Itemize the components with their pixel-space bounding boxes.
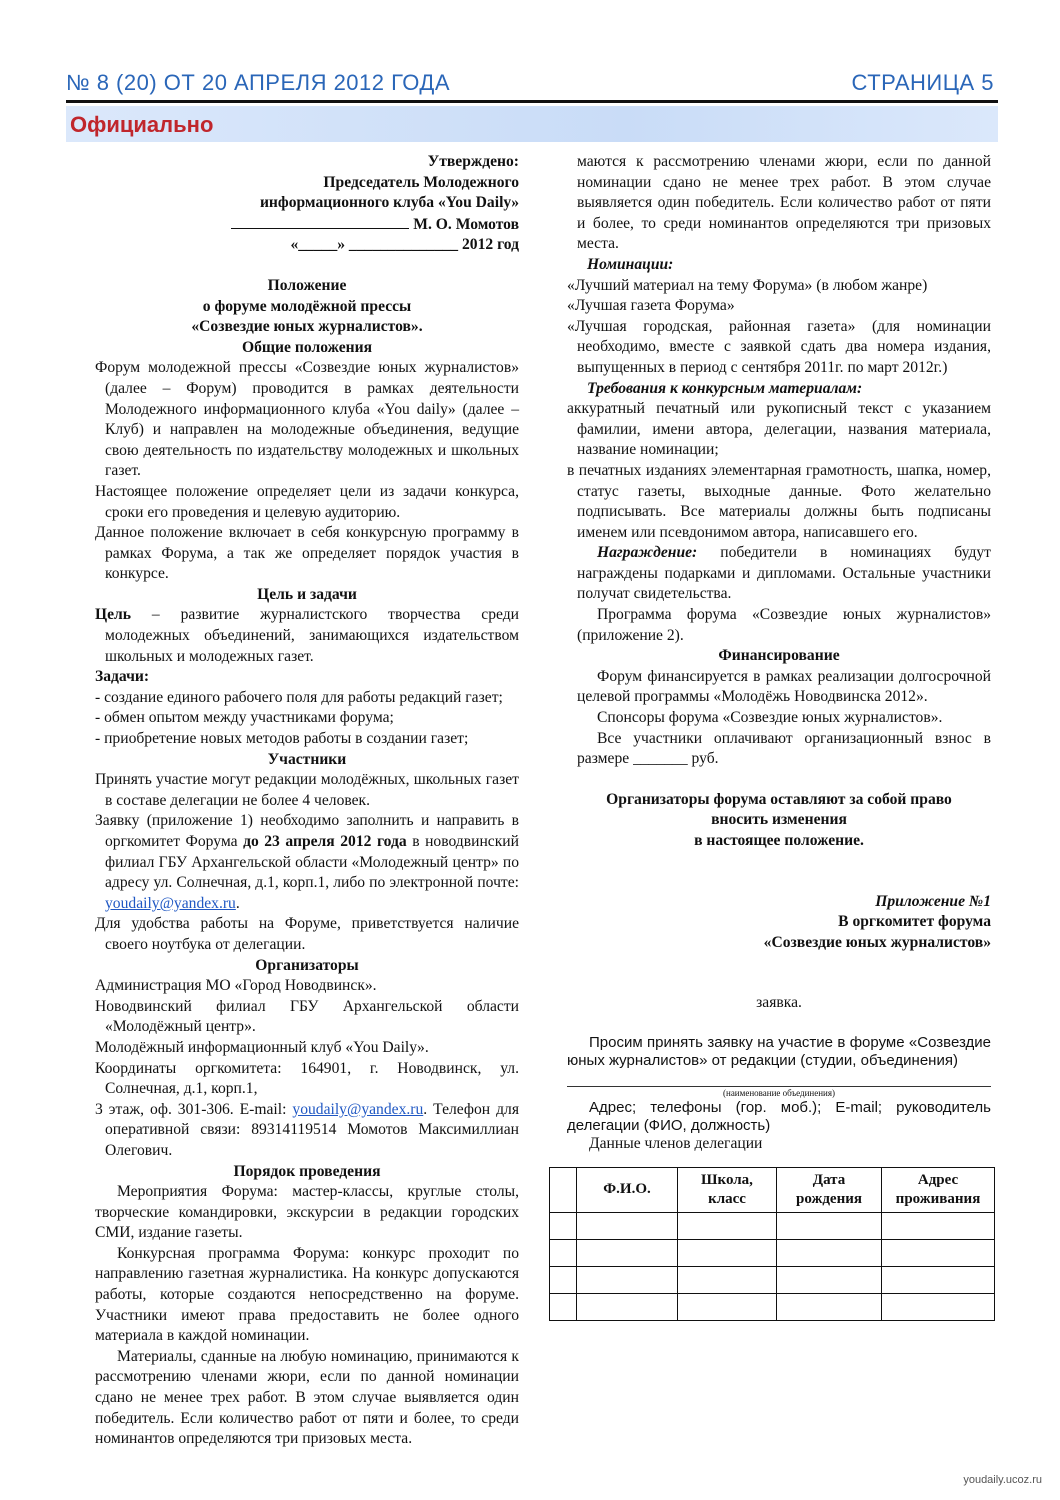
section-title: Официально — [70, 112, 214, 137]
table-cell[interactable] — [777, 1266, 882, 1293]
table-cell[interactable] — [577, 1212, 678, 1239]
appendix-to: В оргкомитет форума — [838, 913, 991, 931]
table-cell[interactable] — [678, 1239, 777, 1266]
approval-date: «_____» ______________ 2012 год — [290, 236, 519, 254]
table-header-cell: Школа, класс — [678, 1167, 777, 1212]
table-cell[interactable] — [550, 1239, 577, 1266]
paragraph: Данное положение включает в себя конкурсную программу в рамках Форума, а так же определяет порядок участия в конкурсе. — [95, 524, 519, 583]
application-members: Данные членов делегации — [589, 1134, 763, 1152]
table-cell[interactable] — [777, 1212, 882, 1239]
goal-paragraph — [95, 605, 519, 667]
table-cell[interactable] — [550, 1293, 577, 1320]
issue-info: № 8 (20) ОТ 20 АПРЕЛЯ 2012 ГОДА — [66, 70, 450, 95]
approval-line: Председатель Молодежного — [323, 173, 519, 191]
section-heading: Общие положения — [241, 338, 373, 356]
table-row — [550, 1266, 995, 1293]
section-heading: Цель и задачи — [257, 585, 357, 603]
approval-line: информационного клуба «You Daily» — [259, 194, 519, 212]
deadline: до 23 апреля 2012 года — [243, 833, 407, 850]
application-paragraph — [95, 811, 519, 914]
table-cell[interactable] — [550, 1266, 577, 1293]
approver-name: М. О. Момотов — [413, 215, 519, 233]
nominations-label: Номинации: — [587, 255, 674, 273]
delegation-table — [549, 1167, 995, 1321]
table-cell[interactable] — [882, 1293, 995, 1320]
organizer-item: Координаты оргкомитета: 164901, г. Новодвинск, ул. Солнечная, д.1, корп.1, — [95, 1059, 519, 1098]
goal-text: – развитие журналистского творчества среди молодежных объединений, занимающихся издательством школьных и молодежных газет. — [105, 606, 519, 665]
organizer-item: Новодвинский филиал ГБУ Архангельской области «Молодёжный центр». — [95, 997, 519, 1036]
approval-signature — [95, 214, 519, 236]
table-cell[interactable] — [678, 1212, 777, 1239]
requirement-item: аккуратный печатный или рукописный текст с указанием фамилии, имени автора, делегации, названия материала, название номинации; — [567, 400, 991, 459]
spacer — [567, 852, 991, 892]
table-header-cell: Дата рождения — [777, 1167, 882, 1212]
table-cell[interactable] — [777, 1239, 882, 1266]
approval-line: Утверждено: — [427, 153, 519, 170]
table-cell[interactable] — [550, 1212, 577, 1239]
spacer — [567, 770, 991, 790]
text: . Телефон для оперативной связи: 89314119514 Момотов Максимиллиан Олегович. — [105, 1100, 519, 1159]
table-row — [550, 1293, 995, 1320]
table-cell[interactable] — [577, 1293, 678, 1320]
table-row — [550, 1212, 995, 1239]
table-row — [550, 1239, 995, 1266]
organizer-item: Молодёжный информационный клуб «You Daily». — [95, 1038, 429, 1056]
application-word: заявка. — [756, 994, 802, 1012]
text: . — [235, 894, 240, 912]
spacer — [567, 953, 991, 993]
organizer-contacts — [95, 1100, 519, 1162]
organizers-note: в настоящее положение. — [694, 832, 864, 849]
task-item: - обмен опытом между участниками форума; — [95, 709, 394, 727]
paragraph: Для удобства работы на Форуме, приветствуется наличие своего ноутбука от делегации. — [95, 915, 519, 953]
paragraph: Программа форума «Созвездие юных журналистов» (приложение 2). — [577, 606, 991, 644]
header-rule — [66, 100, 998, 103]
paragraph: Форум финансируется в рамках реализации долгосрочной целевой программы «Молодёжь Новодвинска 2012». — [577, 667, 991, 706]
table-cell[interactable] — [882, 1266, 995, 1293]
email-link[interactable]: youdaily@yandex.ru — [105, 894, 236, 912]
spacer — [95, 256, 519, 276]
section-heading: Финансирование — [718, 647, 840, 665]
signature-line — [231, 214, 409, 229]
table-header-cell: Ф.И.О. — [577, 1167, 678, 1212]
text: в новодвинский филиал ГБУ Архангельской области «Молодежный центр» по адресу ул. Солнечная, д.1, корп.1, либо по электронной почте: — [105, 833, 519, 892]
page-number: СТРАНИЦА 5 — [851, 70, 994, 95]
nomination-item: «Лучшая городская, районная газета» (для номинации необходимо, вместе с заявкой сдать два номера издания, выпущенных в период с сентября 2011г. по март 2012г.) — [567, 317, 991, 376]
text: 3 этаж, оф. 301-306. E-mail: — [95, 1100, 293, 1118]
task-item: - создание единого рабочего поля для работы редакций газет; — [95, 688, 503, 706]
form-line — [567, 1076, 991, 1087]
spacer — [567, 1014, 991, 1034]
nomination-item: «Лучшая газета Форума» — [567, 297, 735, 315]
organizer-item: Администрация МО «Город Новодвинск». — [95, 977, 377, 995]
nomination-item: «Лучший материал на тему Форума» (в любом жанре) — [567, 276, 928, 294]
page-header — [66, 70, 998, 100]
table-header-cell: Адрес проживания — [882, 1167, 995, 1212]
section-heading: Организаторы — [255, 956, 359, 974]
table-header-cell — [550, 1167, 577, 1212]
footer-url: youdaily.ucoz.ru — [963, 1474, 1042, 1486]
application-request: Просим принять заявку на участие в форуме «Созвездие юных журналистов» от редакции (студии, объединения) — [567, 1033, 991, 1069]
appendix-to: «Созвездие юных журналистов» — [763, 933, 991, 951]
awards-paragraph — [567, 543, 991, 605]
section-heading: Участники — [267, 750, 347, 768]
paragraph: Материалы, сданные на любую номинацию, принимаются к рассмотрению членами жюри, если по данной номинации сдано не менее трех работ. В этом случае выявляется один победитель. Если количество работ от пяти и более, то среди номинантов определяются три призовых места. — [95, 1347, 519, 1448]
paragraph: Мероприятия Форума: мастер-классы, круглые столы, творческие командировки, экскурсии в редакции городских СМИ, издание газеты. — [95, 1183, 519, 1242]
requirement-item: в печатных изданиях элементарная грамотность, шапка, номер, статус газеты, выходные данные. Фото желательно подписывать. Все материалы должны быть подписаны именем или псевдонимом автора, написавшего его. — [567, 461, 991, 541]
section-bar — [66, 106, 998, 142]
awards-text: победители в номинациях будут награждены подарками и дипломами. Остальные участники получат свидетельства. — [577, 544, 991, 603]
section-heading: Порядок проведения — [233, 1162, 381, 1180]
application-address: Адрес; телефоны (гор. моб.); E-mail; руководитель делегации (ФИО, должность) — [567, 1098, 991, 1134]
paragraph: Форум молодежной прессы «Созвездие юных журналистов» (далее – Форум) проводится в рамках деятельности Молодежного информационного клуба «You daily» (далее – Клуб) и направлен на молодежные объединения, ведущие свою деятельность по издательству молодежных и школьных газет. — [95, 359, 519, 480]
text: Заявку (приложение 1) необходимо заполнить и направить в оргкомитет Форума — [95, 812, 519, 850]
paragraph: Настоящее положение определяет цели из задачи конкурса, сроки его проведения и целевую аудиторию. — [95, 482, 519, 521]
table-cell[interactable] — [577, 1239, 678, 1266]
table-cell[interactable] — [678, 1266, 777, 1293]
task-item: - приобретение новых методов работы в создании газет; — [95, 730, 469, 748]
table-cell[interactable] — [882, 1212, 995, 1239]
right-column — [567, 152, 991, 1321]
paragraph: Все участники оплачивают организационный взнос в размере _______ руб. — [577, 729, 991, 768]
left-column — [95, 152, 519, 1448]
paragraph: Спонсоры форума «Созвездие юных журналистов». — [597, 709, 943, 727]
organizers-note: вносить изменения — [711, 811, 847, 829]
awards-label: Награждение: — [597, 544, 698, 562]
paragraph-continued: маются к рассмотрению членами жюри, если по данной номинации сдано не менее трех работ. В этом случае выявляется один победитель. Если количество работ от пяти и более, то среди номинантов определяются три призовых места. — [577, 153, 991, 253]
form-caption: (наименование объединения) — [723, 1087, 835, 1098]
table-cell[interactable] — [777, 1293, 882, 1320]
organizers-note: Организаторы форума оставляют за собой право — [606, 790, 952, 808]
table-cell[interactable] — [678, 1293, 777, 1320]
doc-title: о форуме молодёжной прессы — [202, 297, 412, 315]
requirements-label: Требования к конкурсным материалам: — [587, 379, 863, 397]
table-header-row — [550, 1167, 995, 1212]
appendix-label: Приложение №1 — [875, 892, 991, 910]
paragraph: Принять участие могут редакции молодёжных, школьных газет в составе делегации не более 4 человек. — [95, 771, 519, 809]
table-cell[interactable] — [577, 1266, 678, 1293]
doc-title: «Созвездие юных журналистов». — [191, 318, 423, 336]
table-cell[interactable] — [882, 1239, 995, 1266]
goal-label: Цель — [95, 606, 132, 624]
tasks-label: Задачи: — [95, 668, 150, 686]
paragraph: Конкурсная программа Форума: конкурс проходит по направлению газетная журналистика. На конкурс допускаются работы, которые создаются непосредственно на форуме. Участники имеют права предоставить не более одного материала в каждой номинации. — [95, 1244, 519, 1345]
doc-title: Положение — [267, 276, 347, 294]
email-link[interactable]: youdaily@yandex.ru — [292, 1100, 424, 1118]
